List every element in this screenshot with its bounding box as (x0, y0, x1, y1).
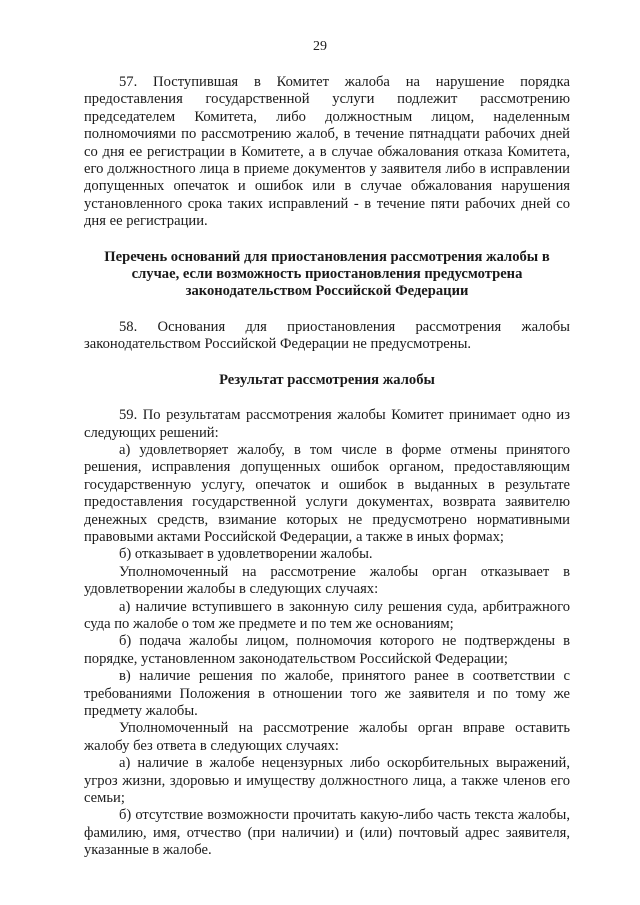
decision-item-b: б) отказывает в удовлетворении жалобы. (119, 546, 373, 563)
paragraph-59: 59. По результатам рассмотрения жалобы Комитет принимает одно из следующих решений: (84, 407, 570, 441)
no-answer-item-a: а) наличие в жалобе нецензурных либо оскорбительных выражений, угроз жизни, здоровью и имуществу должностного лица, а также членов его семьи; (84, 755, 570, 807)
refusal-intro: Уполномоченный на рассмотрение жалобы орган отказывает в удовлетворении жалобы в следующих случаях: (84, 563, 570, 598)
paragraph-58: 58. Основания для приостановления рассмотрения жалобы законодательством Российской Федерации не предусмотрены. (84, 318, 570, 353)
section-heading-result: Результат рассмотрения жалобы (219, 371, 435, 388)
no-answer-intro: Уполномоченный на рассмотрение жалобы орган вправе оставить жалобу без ответа в следующих случаях: (84, 720, 570, 754)
refusal-item-b: б) подача жалобы лицом, полномочия которого не подтверждены в порядке, установленном законодательством Российской Федерации; (84, 633, 570, 667)
document-body (84, 74, 570, 860)
no-answer-item-b: б) отсутствие возможности прочитать какую-либо часть текста жалобы, фамилию, имя, отчество (при наличии) и (или) почтовый адрес заявителя, указанные в жалобе. (84, 807, 570, 859)
refusal-item-c: в) наличие решения по жалобе, принятого ранее в соответствии с требованиями Положения в отношении того же заявителя и по тому же предмету жалобы. (84, 668, 570, 719)
refusal-item-a: а) наличие вступившего в законную силу решения суда, арбитражного суда по жалобе о том же предмете и по тем же основаниям; (84, 598, 570, 632)
section-heading-suspension: Перечень оснований для приостановления рассмотрения жалобы в случае, если возможность приостановления предусмотрена законодательством Российской Федерации (104, 248, 550, 300)
page-number: 29 (313, 39, 327, 54)
decision-item-a: а) удовлетворяет жалобу, в том числе в форме отмены принятого решения, исправления допущенных ошибок органом, предоставляющим государственную услугу, опечаток и ошибок в выданных в результате предоставления государственной услуги документах, возврата заявителю денежных средств, взимание которых не предусмотрено нормативными правовыми актами Российской Федерации, а также в иных формах; (84, 441, 570, 545)
paragraph-57: 57. Поступившая в Комитет жалоба на нарушение порядка предоставления государственной услуги подлежит рассмотрению председателем Комитета, либо должностным лицом, наделенным полномочиями по рассмотрению жалоб, в течение пятнадцати рабочих дней со дня ее регистрации в Комитете, а в случае обжалования отказа Комитета, его должностного лица в приеме документов у заявителя либо в исправлении допущенных опечаток и ошибок или в случае обжалования нарушения установленного срока таких исправлений - в течение пяти рабочих дней со дня ее регистрации. (84, 74, 570, 230)
